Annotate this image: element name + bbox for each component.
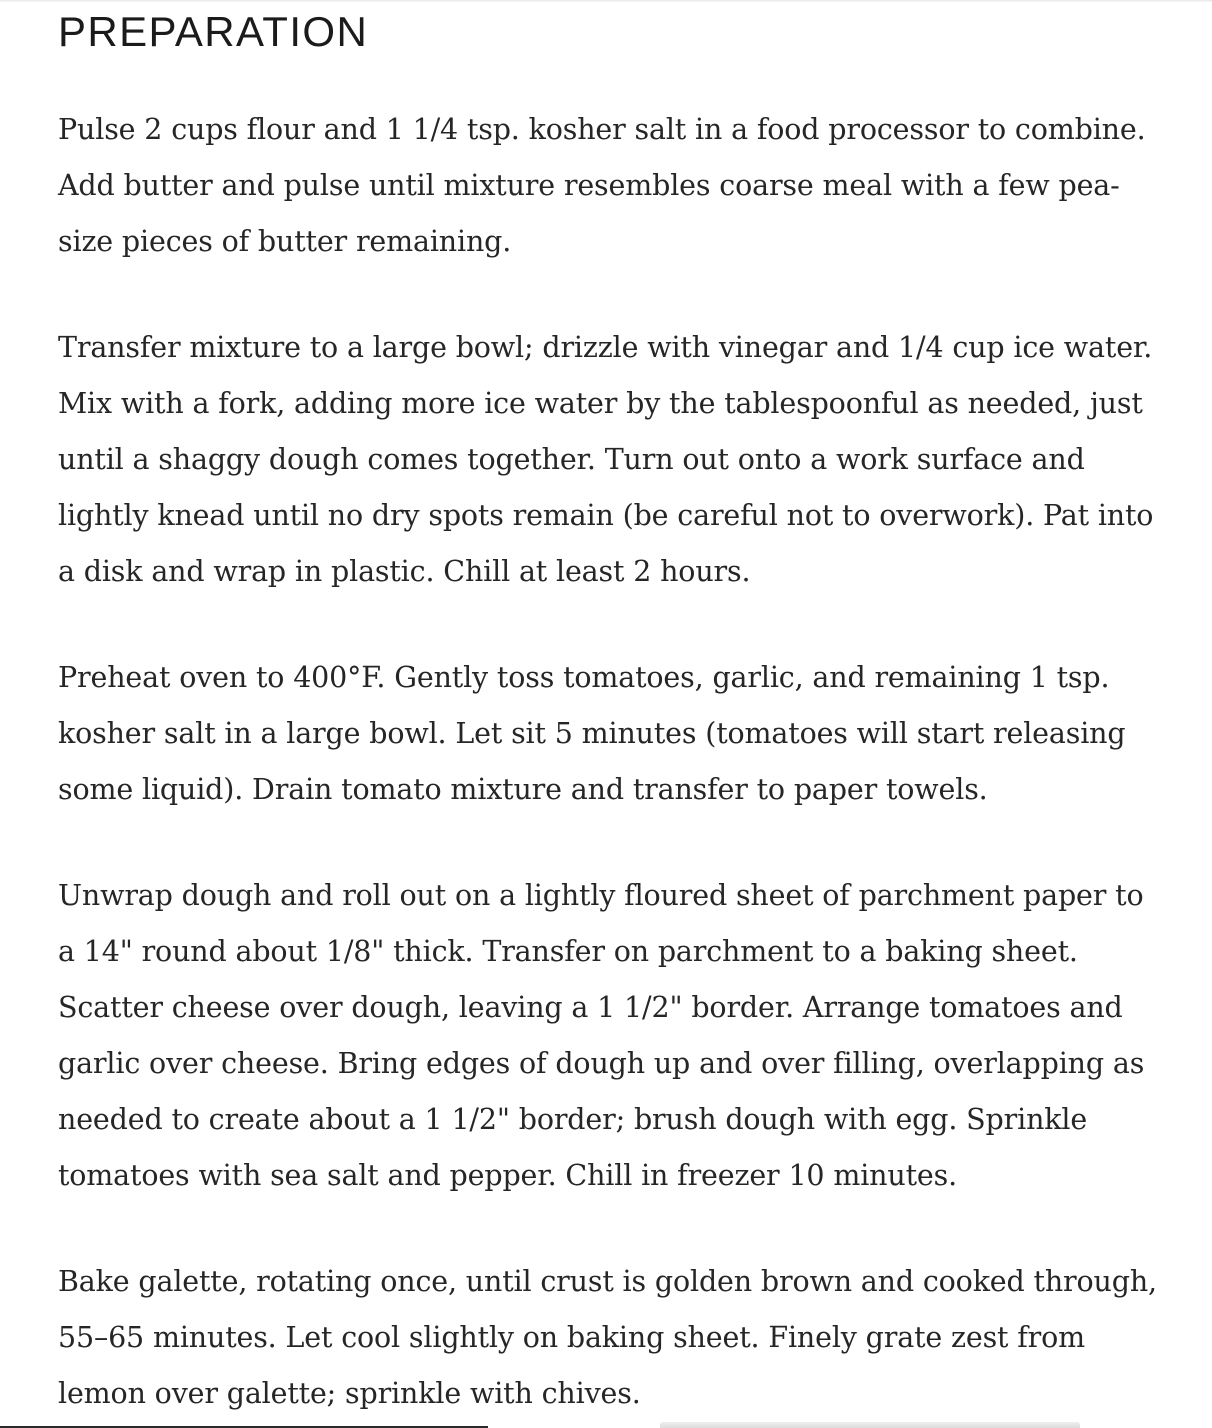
- preparation-step-4: Unwrap dough and roll out on a lightly floured sheet of parchment paper to a 14" round about 1/8" thick. Transfer on parchment to a baking sheet. Scatter cheese over dough, leaving a 1 1/2" border. Arrange tomatoes and garlic over cheese. Bring edges of dough up and over filling, overlapping as needed to create about a 1 1/2" border; brush dough with egg. Sprinkle tomatoes with sea salt and pepper. Chill in freezer 10 minutes.: [58, 879, 1145, 1192]
- preparation-step-5: Bake galette, rotating once, until crust is golden brown and cooked through, 55–65 minutes. Let cool slightly on baking sheet. Finely grate zest from lemon over galette; sprinkle with chives.: [58, 1265, 1157, 1410]
- preparation-step-3: Preheat oven to 400°F. Gently toss tomatoes, garlic, and remaining 1 tsp. kosher salt in a large bowl. Let sit 5 minutes (tomatoes will start releasing some liquid). Drain tomato mixture and transfer to paper towels.: [58, 661, 1126, 806]
- preparation-step-2: Transfer mixture to a large bowl; drizzle with vinegar and 1/4 cup ice water. Mix with a fork, adding more ice water by the tablespoonful as needed, just until a shaggy dough comes together. Turn out onto a work surface and lightly knead until no dry spots remain (be careful not to overwork). Pat into a disk and wrap in plastic. Chill at least 2 hours.: [58, 331, 1154, 588]
- preparation-step-1: Pulse 2 cups flour and 1 1/4 tsp. kosher salt in a food processor to combine. Add butter and pulse until mixture resembles coarse meal with a few pea-size pieces of butter remaining.: [58, 113, 1146, 258]
- preparation-heading: PREPARATION: [58, 8, 369, 55]
- preparation-steps: [58, 102, 1168, 1428]
- top-divider: [0, 0, 1212, 2]
- bottom-bar-shadow: [660, 1422, 1080, 1428]
